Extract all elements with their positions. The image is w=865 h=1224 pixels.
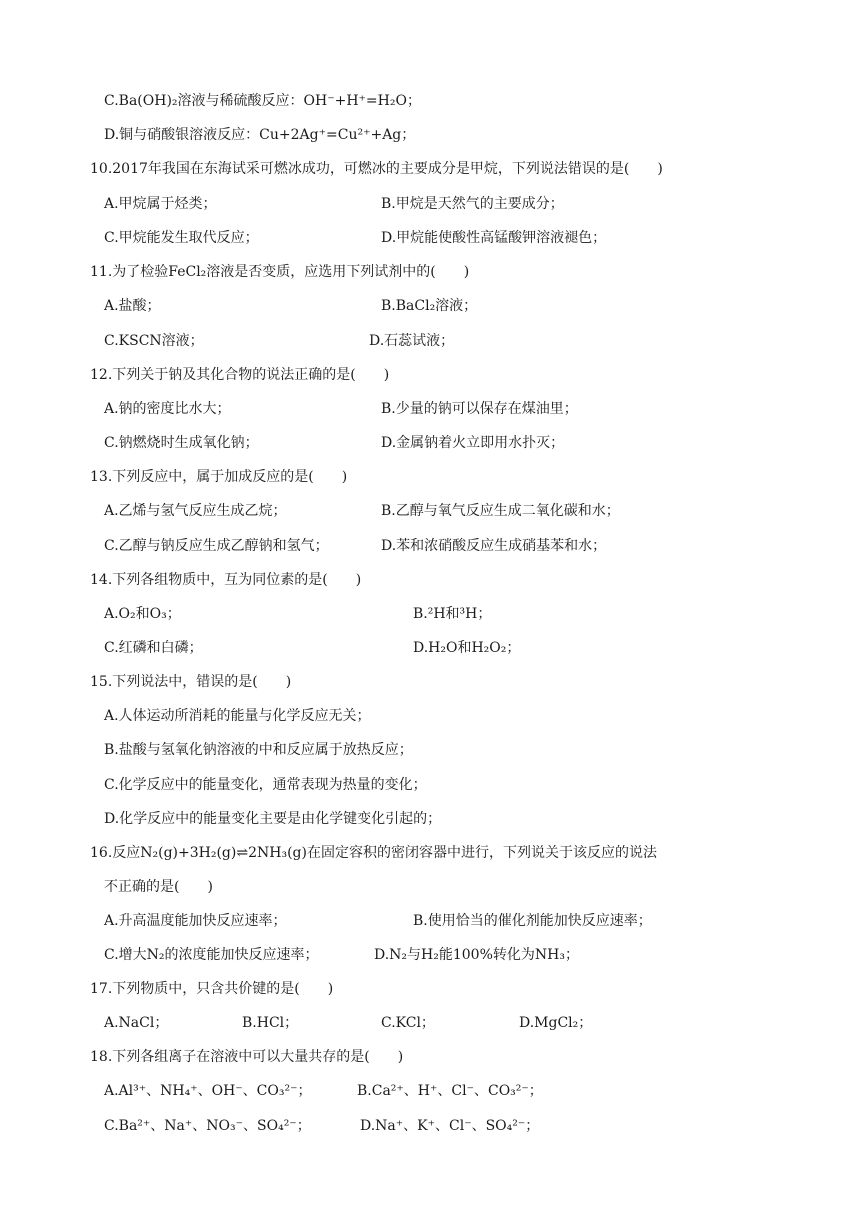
q16-option-c: C.增大N₂的浓度能加快反应速率； <box>104 947 319 963</box>
q15-option-d: D.化学反应中的能量变化主要是由化学键变化引起的； <box>104 811 442 827</box>
q13-option-a: A.乙烯与氢气反应生成乙烷； <box>104 503 287 519</box>
q14-stem: 14.下列各组物质中，互为同位素的是( ) <box>90 572 362 588</box>
q18-option-a: A.Al³⁺、NH₄⁺、OH⁻、CO₃²⁻； <box>104 1083 312 1099</box>
q13-option-b: B.乙醇与氧气反应生成二氧化碳和水； <box>381 503 620 519</box>
q16-option-b: B.使用恰当的催化剂能加快反应速率； <box>413 913 652 929</box>
q17-stem: 17.下列物质中，只含共价键的是( ) <box>90 981 334 997</box>
q11-option-d: D.石蕊试液； <box>369 333 455 349</box>
q11-option-c: C.KSCN溶液； <box>104 333 204 349</box>
q16-stem-line2: 不正确的是( ) <box>104 879 213 895</box>
q12-stem: 12.下列关于钠及其化合物的说法正确的是( ) <box>90 367 390 383</box>
q9-option-d: D.铜与硝酸银溶液反应：Cu+2Ag⁺=Cu²⁺+Ag； <box>104 127 416 143</box>
q15-option-c: C.化学反应中的能量变化，通常表现为热量的变化； <box>104 777 427 793</box>
q11-option-a: A.盐酸； <box>104 298 161 314</box>
q12-option-d: D.金属钠着火立即用水扑灭； <box>381 435 565 451</box>
q17-option-b: B.HCl； <box>242 1015 299 1031</box>
q18-option-c: C.Ba²⁺、Na⁺、NO₃⁻、SO₄²⁻； <box>104 1118 311 1134</box>
q14-option-d: D.H₂O和H₂O₂； <box>413 640 521 656</box>
q14-option-a: A.O₂和O₃； <box>104 606 181 622</box>
q17-option-d: D.MgCl₂； <box>519 1015 593 1031</box>
q18-option-d: D.Na⁺、K⁺、Cl⁻、SO₄²⁻； <box>360 1118 540 1134</box>
q11-option-b: B.BaCl₂溶液； <box>381 298 478 314</box>
q16-stem-line1: 16.反应N₂(g)+3H₂(g)⇌2NH₃(g)在固定容积的密闭容器中进行，下列说关于该反应的说法 <box>90 845 657 861</box>
q17-option-a: A.NaCl； <box>104 1015 169 1031</box>
q12-option-b: B.少量的钠可以保存在煤油里； <box>381 401 578 417</box>
q16-option-d: D.N₂与H₂能100%转化为NH₃； <box>374 947 579 963</box>
q18-option-b: B.Ca²⁺、H⁺、Cl⁻、CO₃²⁻； <box>357 1083 543 1099</box>
q10-option-c: C.甲烷能发生取代反应； <box>104 230 259 246</box>
q13-option-d: D.苯和浓硝酸反应生成硝基苯和水； <box>381 538 607 554</box>
q15-stem: 15.下列说法中，错误的是( ) <box>90 674 292 690</box>
q13-option-c: C.乙醇与钠反应生成乙醇钠和氢气； <box>104 538 329 554</box>
q9-option-c: C.Ba(OH)₂溶液与稀硫酸反应：OH⁻+H⁺=H₂O； <box>104 93 421 109</box>
q10-stem: 10.2017年我国在东海试采可燃冰成功，可燃冰的主要成分是甲烷，下列说法错误的是( ) <box>90 161 663 177</box>
q15-option-a: A.人体运动所消耗的能量与化学反应无关； <box>104 708 371 724</box>
q11-stem: 11.为了检验FeCl₂溶液是否变质，应选用下列试剂中的( ) <box>90 264 470 280</box>
q14-option-c: C.红磷和白磷； <box>104 640 203 656</box>
q14-option-b: B.²H和³H； <box>413 606 492 622</box>
q10-option-b: B.甲烷是天然气的主要成分； <box>381 196 564 212</box>
q13-stem: 13.下列反应中，属于加成反应的是( ) <box>90 469 348 485</box>
q10-option-a: A.甲烷属于烃类； <box>104 196 217 212</box>
q10-option-d: D.甲烷能使酸性高锰酸钾溶液褪色； <box>381 230 607 246</box>
q18-stem: 18.下列各组离子在溶液中可以大量共存的是( ) <box>90 1049 404 1065</box>
q12-option-c: C.钠燃烧时生成氧化钠； <box>104 435 259 451</box>
q16-option-a: A.升高温度能加快反应速率； <box>104 913 287 929</box>
q17-option-c: C.KCl； <box>381 1015 435 1031</box>
q15-option-b: B.盐酸与氢氧化钠溶液的中和反应属于放热反应； <box>104 742 413 758</box>
q12-option-a: A.钠的密度比水大； <box>104 401 231 417</box>
